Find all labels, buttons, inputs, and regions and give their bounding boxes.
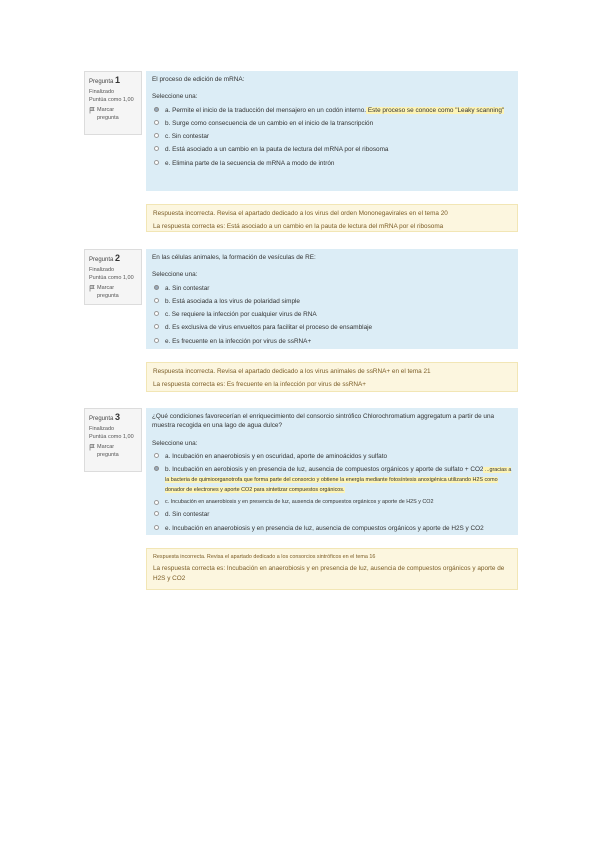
flag-icon	[89, 285, 95, 292]
question-content	[146, 249, 518, 349]
flag-question-link[interactable]	[89, 443, 137, 460]
correct-answer: La respuesta correcta es: Incubación en anaerobiosis y en presencia de luz, ausencia de compuestos orgánicos y aporte de H2S y CO2	[153, 565, 505, 582]
feedback-box	[146, 362, 518, 392]
answer-option-a[interactable]: a. Sin contestar	[152, 284, 512, 293]
radio-button[interactable]	[154, 453, 159, 458]
answer-option-c[interactable]: c. Sin contestar	[152, 132, 512, 141]
question-number: Pregunta 3	[89, 412, 121, 422]
answer-option-d[interactable]: d. Es exclusiva de virus envueltos para facilitar el proceso de ensamblaje	[152, 323, 512, 332]
question-content	[146, 408, 518, 535]
feedback-highlight: ...gracias a la bacteria de quimioorganotrofa que forma parte del consorcio y obtiene la energía mediante fotosíntesis anoxigénica utilizando H2S como donador de electrones y aporte CO2 para sintetizar compuestos orgánicos.	[165, 467, 512, 493]
radio-button[interactable]	[154, 311, 159, 316]
answer-option-e[interactable]: e. Incubación en anaerobiosis y en presencia de luz, ausencia de compuestos orgánicos y aporte de H2S y CO2	[152, 524, 512, 533]
question-text: El proceso de edición de mRNA:	[152, 76, 245, 83]
answer-option-d[interactable]: d. Está asociado a un cambio en la pauta de lectura del mRNA por el ribosoma	[152, 145, 512, 154]
answer-option-a[interactable]: a. Incubación en anaerobiosis y en oscuridad, aporte de aminoácidos y sulfato	[152, 452, 512, 461]
radio-button[interactable]	[154, 500, 159, 505]
question-text: ¿Qué condiciones favorecerían el enriquecimiento del consorcio sintrófico Chlorochromatium aggregatum a partir de una muestra recogida en una lago de agua dulce?	[152, 413, 495, 430]
question-number: Pregunta 1	[89, 75, 121, 85]
radio-button[interactable]	[154, 324, 159, 329]
question-block-3	[84, 408, 518, 590]
radio-button[interactable]	[154, 107, 159, 112]
radio-button[interactable]	[154, 466, 159, 471]
feedback-box	[146, 204, 518, 232]
answer-option-b[interactable]: b. Incubación en aerobiosis y en presencia de luz, ausencia de compuestos orgánicos y aporte de sulfato + CO2 ...gracias a la bacteria de quimioorganotrofa que forma parte del consorcio y obtiene la energía mediante fotosíntesis anoxigénica utilizando H2S como donador de electrones y aporte CO2 para sintetizar compuestos orgánicos.	[152, 465, 512, 494]
answer-option-d[interactable]: d. Sin contestar	[152, 510, 512, 519]
answer-option-a[interactable]: a. Permite el inicio de la traducción del mensajero en un codón interno. Este proceso se conoce como "Leaky scanning"	[152, 106, 512, 115]
answer-option-b[interactable]: b. Está asociada a los virus de polaridad simple	[152, 297, 512, 306]
flag-question-link[interactable]	[89, 106, 137, 123]
radio-button[interactable]	[154, 133, 159, 138]
feedback-message: Respuesta incorrecta. Revisa el apartado dedicado a los consorcios sintróficos en el tema 16	[153, 554, 376, 560]
question-info-panel	[84, 71, 142, 135]
question-score: Puntúa como 1,00	[89, 97, 134, 104]
flag-icon	[89, 444, 95, 451]
feedback-message: Respuesta incorrecta. Revisa el apartado dedicado a los virus animales de ssRNA+ en el tema 21	[153, 368, 431, 375]
question-block-2	[84, 249, 518, 395]
question-state: Finalizado	[89, 266, 115, 273]
flag-question-label: Marcar pregunta	[97, 106, 119, 122]
answer-option-c[interactable]: c. Incubación en anaerobiosis y en presencia de luz, ausencia de compuestos orgánicos y aporte de H2S y CO2	[152, 499, 512, 507]
question-score: Puntúa como 1,00	[89, 434, 134, 441]
correct-answer: La respuesta correcta es: Está asociado a un cambio en la pauta de lectura del mRNA por el ribosoma	[153, 222, 444, 230]
radio-button[interactable]	[154, 298, 159, 303]
select-one-label: Seleccione una:	[152, 93, 198, 101]
radio-button[interactable]	[154, 146, 159, 151]
radio-button[interactable]	[154, 120, 159, 125]
flag-icon	[89, 107, 95, 114]
radio-button[interactable]	[154, 285, 159, 290]
feedback-highlight: Este proceso se conoce como "Leaky scanning"	[366, 106, 505, 114]
correct-answer: La respuesta correcta es: Es frecuente en la infección por virus de ssRNA+	[153, 380, 366, 388]
question-info-panel	[84, 408, 142, 472]
feedback-message: Respuesta incorrecta. Revisa el apartado dedicado a los virus del orden Mononegavirales en el tema 20	[153, 210, 448, 217]
answer-option-b[interactable]: b. Surge como consecuencia de un cambio en el inicio de la transcripción	[152, 119, 512, 128]
radio-button[interactable]	[154, 160, 159, 165]
feedback-box	[146, 548, 518, 590]
question-text: En las células animales, la formación de vesículas de RE:	[152, 254, 316, 261]
radio-button[interactable]	[154, 525, 159, 530]
answer-option-e[interactable]: e. Elimina parte de la secuencia de mRNA a modo de intrón	[152, 159, 512, 168]
flag-question-label: Marcar pregunta	[97, 284, 119, 300]
question-number: Pregunta 2	[89, 253, 121, 263]
flag-question-link[interactable]	[89, 284, 137, 301]
question-state: Finalizado	[89, 425, 115, 432]
question-info-panel	[84, 249, 142, 305]
question-content	[146, 71, 518, 191]
select-one-label: Seleccione una:	[152, 439, 198, 447]
flag-question-label: Marcar pregunta	[97, 443, 119, 459]
select-one-label: Seleccione una:	[152, 271, 198, 279]
radio-button[interactable]	[154, 338, 159, 343]
radio-button[interactable]	[154, 511, 159, 516]
answer-option-e[interactable]: e. Es frecuente en la infección por virus de ssRNA+	[152, 337, 512, 346]
question-state: Finalizado	[89, 88, 115, 95]
answer-option-c[interactable]: c. Se requiere la infección por cualquier virus de RNA	[152, 310, 512, 319]
question-block-1	[84, 71, 518, 231]
question-score: Puntúa como 1,00	[89, 275, 134, 282]
